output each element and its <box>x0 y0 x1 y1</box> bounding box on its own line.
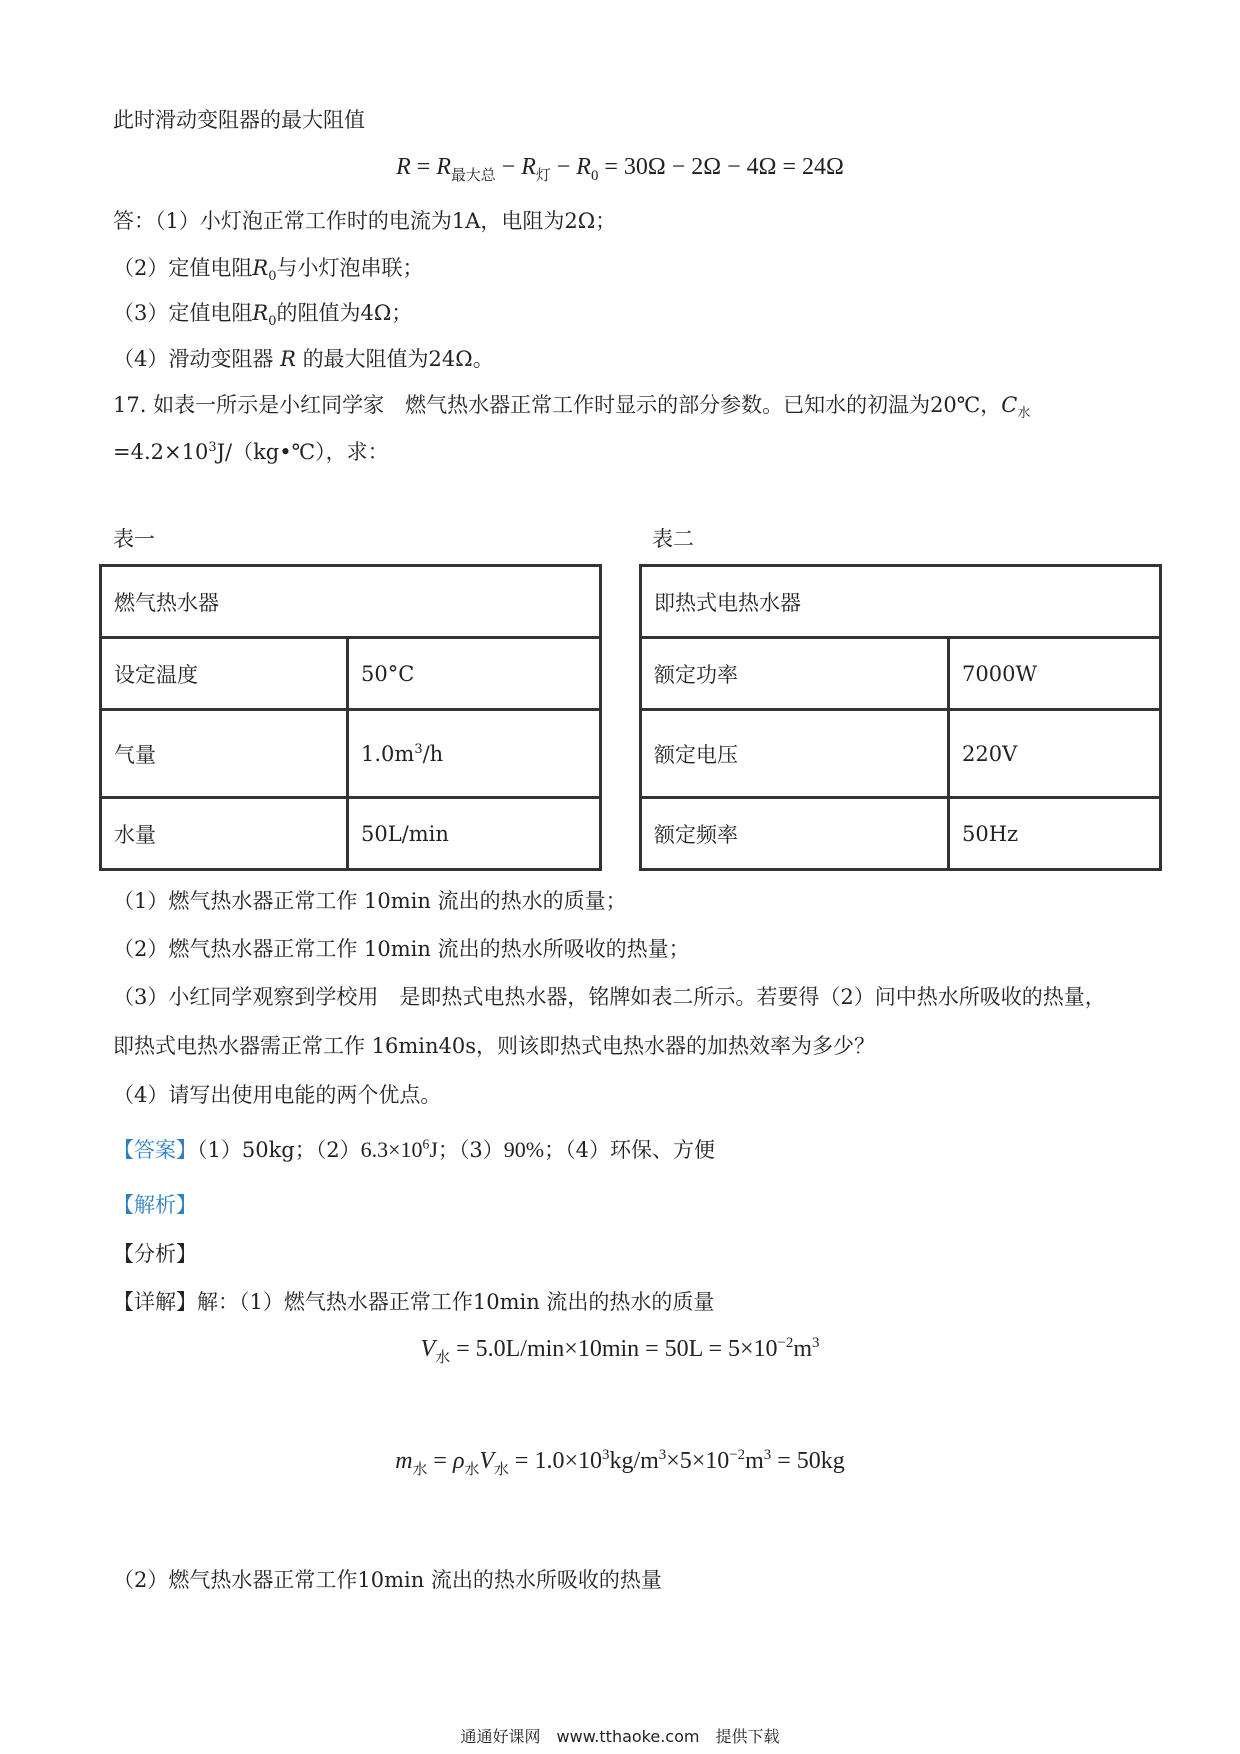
table1-label: 水量 <box>101 798 348 870</box>
answer-line-3: （3）定值电阻$R_0$的阻值为4Ω； <box>113 301 413 330</box>
fenxi-heading: 【分析】 <box>113 1242 197 1266</box>
table1-value: 50°C <box>348 638 601 710</box>
footer-source: 通通好课网 www.tthaoke.com 提供下载 <box>460 1727 780 1746</box>
formula-max-resistance: $R = R_{最大总} - R_灯 - R_0 = 30\Omega - 2\Omega - 4\Omega = 24\Omega$ <box>396 154 844 184</box>
question-17-line-2: $=4.2\times 10^3J/(kg•℃)$，求： <box>113 440 389 464</box>
table-row <box>101 638 601 710</box>
intro-line: 此时滑动变阻器的最大阻值 <box>113 108 365 132</box>
sub-question-3-line-1: （3）小红同学观察到学校用 是即热式电热水器，铭牌如表二所示。若要得（2）问中热水所吸收的热量， <box>113 985 1106 1009</box>
table2-label: 额定功率 <box>641 638 949 710</box>
answer-line-2: （2）定值电阻$R_0$与小灯泡串联； <box>113 256 424 285</box>
table-row <box>101 710 601 798</box>
table-gas-water-heater <box>99 564 602 871</box>
sub-question-1: （1）燃气热水器正常工作 10min 流出的热水的质量； <box>113 889 627 913</box>
table2-label: 额定频率 <box>641 798 949 870</box>
detail-heading: 【详解】解：（1）燃气热水器正常工作10min 流出的热水的质量 <box>113 1290 715 1314</box>
sub-question-4: （4）请写出使用电能的两个优点。 <box>113 1083 442 1107</box>
table-instant-electric-heater <box>639 564 1162 871</box>
answer-summary: 【答案】（1）50kg；$(2)6.3\times 10^6J$；（3）90%；（4）环保、方便 <box>113 1136 715 1162</box>
table-row <box>641 798 1161 870</box>
question-17-line-1: 17. 如表一所示是小红同学家 燃气热水器正常工作时显示的部分参数。已知水的初温为20℃，$C_水$ <box>113 393 1031 422</box>
table1-value: $1.0m^3/h$ <box>348 710 601 798</box>
table2-header: 即热式电热水器 <box>641 566 1161 638</box>
answer-efficiency: 90% <box>503 1137 545 1162</box>
table1-label: 设定温度 <box>101 638 348 710</box>
table-row <box>641 638 1161 710</box>
table1-value: 50L/min <box>348 798 601 870</box>
table1-header: 燃气热水器 <box>101 566 601 638</box>
table1-caption: 表一 <box>113 527 155 551</box>
table2-value: 220V <box>949 710 1161 798</box>
table2-caption: 表二 <box>652 527 694 551</box>
answer-line-1: 答：（1）小灯泡正常工作时的电流为1A，电阻为2Ω； <box>113 209 617 233</box>
table-row <box>641 710 1161 798</box>
part-2-heading: （2）燃气热水器正常工作10min 流出的热水所吸收的热量 <box>113 1568 662 1592</box>
answer-line-4: （4）滑动变阻器 R 的最大阻值为24Ω。 <box>113 347 494 371</box>
analysis-tag: 【解析】 <box>113 1193 197 1217</box>
table2-value: 50Hz <box>949 798 1161 870</box>
table-row <box>101 798 601 870</box>
table2-value: 7000W <box>949 638 1161 710</box>
sub-question-3-line-2: 即热式电热水器需正常工作 16min40s，则该即热式电热水器的加热效率为多少？ <box>113 1034 876 1058</box>
table1-label: 气量 <box>101 710 348 798</box>
table2-label: 额定电压 <box>641 710 949 798</box>
sub-question-2: （2）燃气热水器正常工作 10min 流出的热水所吸收的热量； <box>113 937 690 961</box>
formula-water-mass: $m_水 = \rho_水V_水 = 1.0\times 10^3kg/m^3\times 5\times 10^{-2}m^3 = 50kg$ <box>395 1447 845 1478</box>
answer-heat-value: $6.3\times 10^6J$ <box>360 1136 438 1162</box>
formula-water-volume: $V_水 = 5.0L/\min\times 10\min = 50L = 5\times 10^{-2}m^3$ <box>420 1335 820 1366</box>
answer-tag: 【答案】 <box>113 1138 197 1162</box>
